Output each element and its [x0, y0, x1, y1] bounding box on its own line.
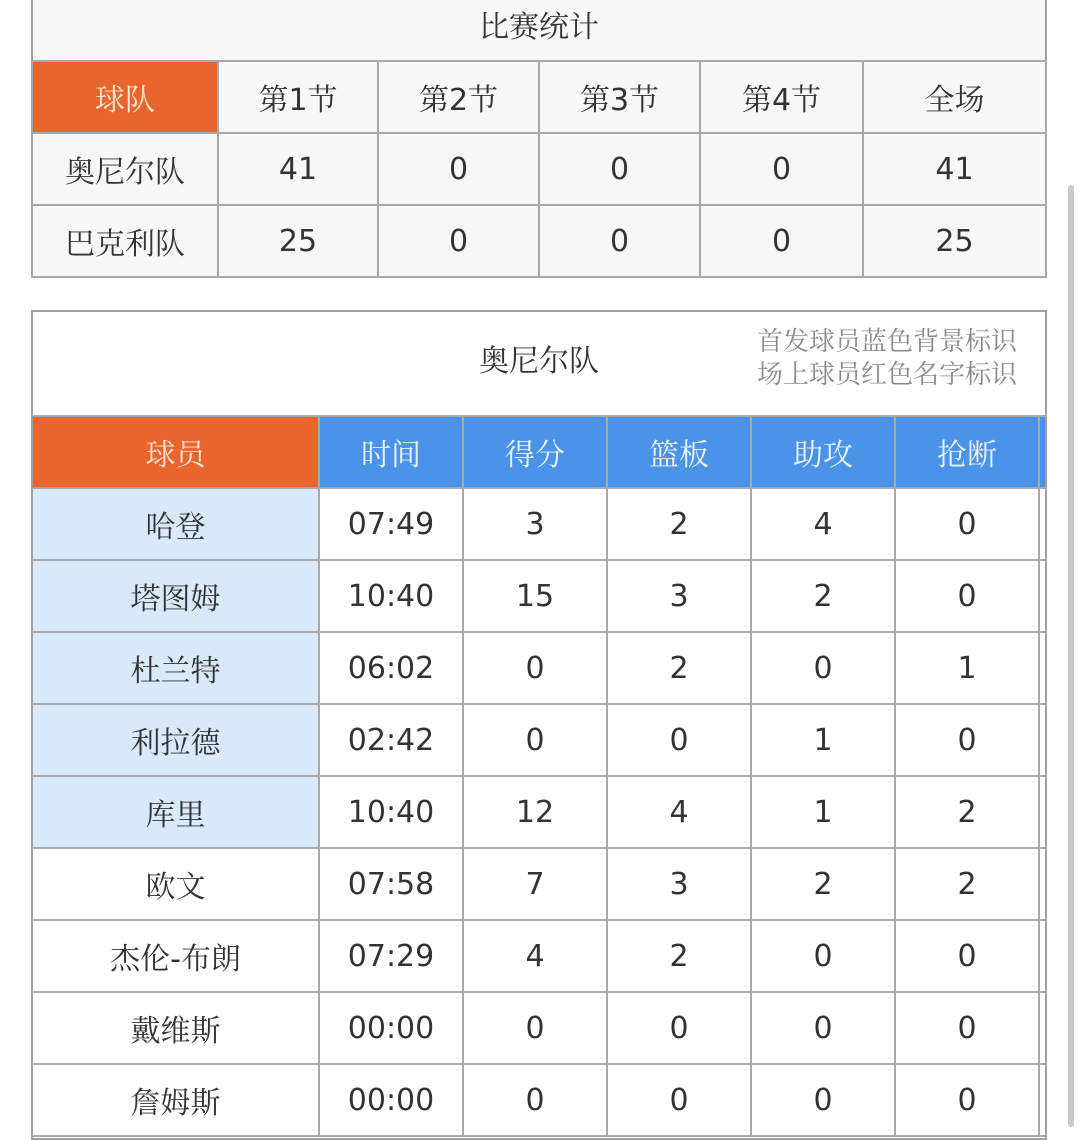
stat-cell: 1 [895, 632, 1039, 704]
game-stats-panel [31, 0, 1047, 278]
column-header[interactable]: 球员 [32, 416, 319, 488]
stat-cell: 0 [607, 704, 751, 776]
table-header-row [32, 416, 1047, 488]
score-cell: 0 [539, 133, 700, 205]
stat-cell-partial [1039, 560, 1047, 632]
stat-cell: 0 [895, 560, 1039, 632]
stat-cell: 0 [751, 632, 895, 704]
stat-cell: 1 [751, 704, 895, 776]
score-cell: 41 [863, 133, 1046, 205]
stat-cell: 4 [463, 920, 607, 992]
column-header-partial [1039, 416, 1047, 488]
table-header-row [32, 61, 1046, 133]
stat-cell-partial [1039, 632, 1047, 704]
stat-cell: 2 [607, 488, 751, 560]
stat-cell: 0 [751, 1064, 895, 1136]
score-cell: 41 [218, 133, 378, 205]
column-header: 第2节 [378, 61, 539, 133]
score-cell: 25 [863, 205, 1046, 277]
stat-cell: 07:58 [319, 848, 463, 920]
stat-cell: 0 [895, 704, 1039, 776]
stat-cell: 0 [895, 992, 1039, 1064]
game-stats-title: 比赛统计 [479, 10, 599, 45]
stat-cell-partial [1039, 848, 1047, 920]
stat-cell: 0 [751, 992, 895, 1064]
stat-cell: 2 [751, 560, 895, 632]
stat-cell: 0 [607, 992, 751, 1064]
column-header: 第4节 [700, 61, 863, 133]
stat-cell: 0 [463, 704, 607, 776]
stat-cell: 07:49 [319, 488, 463, 560]
stat-cell: 3 [607, 560, 751, 632]
stat-cell: 10:40 [319, 776, 463, 848]
stat-cell: 07:29 [319, 920, 463, 992]
player-name-cell: 戴维斯 [32, 992, 319, 1064]
column-header[interactable]: 篮板 [607, 416, 751, 488]
player-name-cell: 库里 [32, 776, 319, 848]
column-header: 球队 [32, 61, 218, 133]
stat-cell: 3 [607, 848, 751, 920]
score-cell: 0 [700, 133, 863, 205]
player-name-cell: 杜兰特 [32, 632, 319, 704]
column-header: 全场 [863, 61, 1046, 133]
stat-cell: 2 [895, 848, 1039, 920]
table-row [32, 488, 1047, 560]
legend-on-court: 场上球员红色名字标识 [756, 360, 1017, 390]
player-name-cell: 哈登 [32, 488, 319, 560]
table-row [32, 704, 1047, 776]
stat-cell-partial [1039, 920, 1047, 992]
score-cell: 0 [539, 205, 700, 277]
stat-cell: 0 [607, 1064, 751, 1136]
legend-note [757, 326, 1017, 392]
score-cell: 0 [378, 133, 539, 205]
stat-cell: 00:00 [319, 992, 463, 1064]
table-row [32, 920, 1047, 992]
stat-cell-partial [1039, 992, 1047, 1064]
legend-starter: 首发球员蓝色背景标识 [756, 327, 1017, 357]
stat-cell: 4 [607, 776, 751, 848]
stat-cell: 15 [463, 560, 607, 632]
column-header: 第3节 [539, 61, 700, 133]
stat-cell-partial [1039, 776, 1047, 848]
player-name-cell: 杰伦-布朗 [32, 920, 319, 992]
column-header[interactable]: 得分 [463, 416, 607, 488]
stat-cell: 06:02 [319, 632, 463, 704]
column-header[interactable]: 助攻 [751, 416, 895, 488]
team-name: 奥尼尔队 [479, 344, 599, 379]
score-cell: 0 [378, 205, 539, 277]
stat-cell: 2 [607, 920, 751, 992]
table-row [32, 560, 1047, 632]
player-name-cell: 詹姆斯 [32, 1064, 319, 1136]
stat-cell: 0 [463, 632, 607, 704]
stat-cell-partial [1039, 704, 1047, 776]
score-cell: 0 [700, 205, 863, 277]
quarter-score-table [31, 60, 1047, 278]
player-name-cell: 欧文 [32, 848, 319, 920]
stat-cell: 2 [607, 632, 751, 704]
scrollbar[interactable] [1068, 185, 1074, 1127]
stat-cell: 0 [751, 920, 895, 992]
table-row [32, 205, 1046, 277]
column-header[interactable]: 抢断 [895, 416, 1039, 488]
player-name-cell: 利拉德 [32, 704, 319, 776]
table-row [32, 133, 1046, 205]
player-stats-table [31, 415, 1047, 1137]
stat-cell: 7 [463, 848, 607, 920]
stat-cell: 0 [895, 488, 1039, 560]
stat-cell: 3 [463, 488, 607, 560]
table-row [32, 632, 1047, 704]
team-cell: 巴克利队 [32, 205, 218, 277]
stat-cell: 10:40 [319, 560, 463, 632]
stat-cell: 0 [463, 992, 607, 1064]
stat-cell: 2 [751, 848, 895, 920]
column-header[interactable]: 时间 [319, 416, 463, 488]
stat-cell: 1 [751, 776, 895, 848]
stat-cell: 4 [751, 488, 895, 560]
stat-cell: 12 [463, 776, 607, 848]
table-row [32, 848, 1047, 920]
stat-cell: 2 [895, 776, 1039, 848]
stat-cell: 02:42 [319, 704, 463, 776]
team-cell: 奥尼尔队 [32, 133, 218, 205]
table-row [32, 1064, 1047, 1136]
stat-cell: 0 [895, 1064, 1039, 1136]
stat-cell: 00:00 [319, 1064, 463, 1136]
column-header: 第1节 [218, 61, 378, 133]
score-cell: 25 [218, 205, 378, 277]
player-stats-panel [31, 310, 1047, 1140]
stat-cell: 0 [463, 1064, 607, 1136]
stat-cell-partial [1039, 1064, 1047, 1136]
stat-cell: 0 [895, 920, 1039, 992]
table-row [32, 992, 1047, 1064]
stat-cell-partial [1039, 488, 1047, 560]
player-name-cell: 塔图姆 [32, 560, 319, 632]
table-row [32, 776, 1047, 848]
